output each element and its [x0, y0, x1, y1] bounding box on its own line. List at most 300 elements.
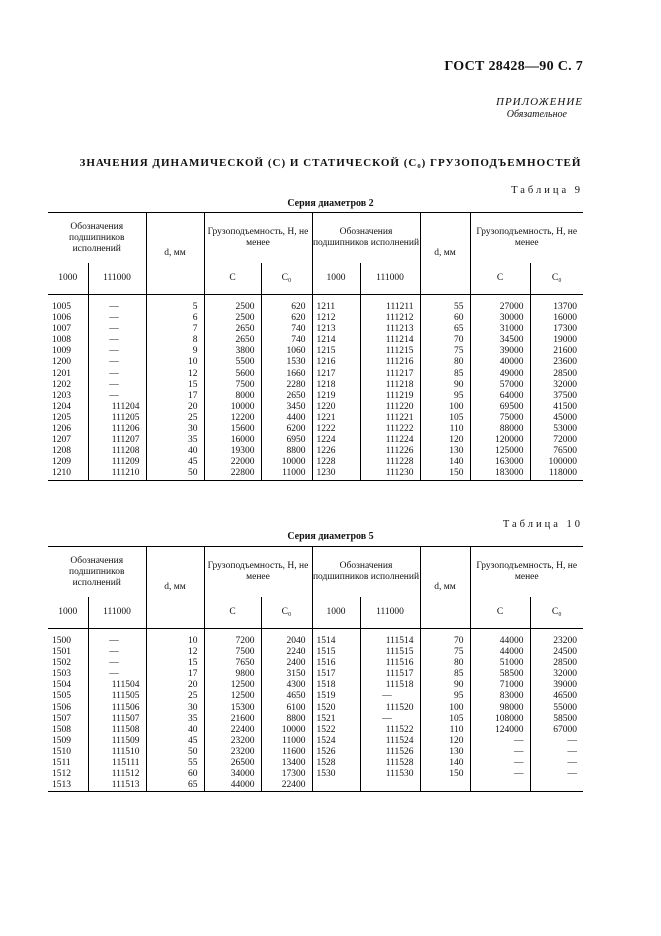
table-cell: 111216 [360, 357, 420, 368]
table-cell: 1219 [312, 391, 360, 402]
table-cell: 12500 [204, 691, 261, 702]
table-row [48, 369, 583, 380]
table-cell: 26500 [204, 758, 261, 769]
header-111000: 111000 [88, 597, 146, 629]
table-cell: 111514 [360, 629, 420, 648]
table-cell: 1506 [48, 703, 88, 714]
table-cell: 6200 [261, 424, 312, 435]
table-cell: 13700 [553, 302, 577, 312]
table-cell: 10 [146, 357, 204, 368]
table-cell: 2500 [204, 295, 261, 314]
table-cell: 1208 [48, 446, 88, 457]
header-d: d, мм [420, 547, 470, 629]
header-111000: 111000 [360, 597, 420, 629]
table-cell: 75000 [470, 413, 530, 424]
table-cell: 1212 [312, 313, 360, 324]
header-d: d, мм [146, 213, 204, 295]
header-designation: Обозначения подшипников исполнений [48, 213, 146, 264]
table-cell: 1221 [312, 413, 360, 424]
header-111000: 111000 [88, 263, 146, 295]
table-cell: 150 [420, 468, 470, 480]
table-cell: 111215 [360, 346, 420, 357]
table-cell: 130 [420, 446, 470, 457]
table-10-series: Серия диаметров 5 [287, 531, 374, 542]
table-cell: 1005 [48, 295, 88, 314]
table-cell: 53000 [553, 424, 577, 435]
table-cell: — [88, 380, 146, 391]
table-cell: 1521 [312, 714, 360, 725]
table-cell: 1515 [312, 647, 360, 658]
table-cell: 1530 [261, 357, 312, 368]
table-cell: 72000 [553, 435, 577, 446]
table-cell: 111211 [360, 295, 420, 314]
table-cell: 5 [146, 295, 204, 314]
table-cell: — [88, 324, 146, 335]
table-cell: 111504 [88, 680, 146, 691]
table-cell: 45 [146, 457, 204, 468]
table-cell: 100000 [548, 457, 577, 468]
table-cell: 16000 [553, 313, 577, 324]
table-row [48, 658, 583, 669]
table-row [48, 457, 583, 468]
table-cell: 8800 [261, 446, 312, 457]
table-row [48, 346, 583, 357]
table-cell: 40 [146, 446, 204, 457]
table-row [48, 736, 583, 747]
table-cell: 1218 [312, 380, 360, 391]
table-cell: 44000 [470, 629, 530, 648]
table-cell: 23200 [204, 747, 261, 758]
table-cell [470, 780, 530, 792]
table-cell: 34500 [470, 335, 530, 346]
table-cell: 111212 [360, 313, 420, 324]
table-cell: 1520 [312, 703, 360, 714]
table-cell: 1511 [48, 758, 88, 769]
table-cell: — [470, 747, 530, 758]
table-cell: 1211 [312, 295, 360, 314]
table-cell: 111210 [88, 468, 146, 480]
table-cell: — [88, 357, 146, 368]
table-cell: 58500 [553, 713, 577, 724]
header-1000: 1000 [312, 597, 360, 629]
table-cell: 1202 [48, 380, 88, 391]
table-cell: 40 [146, 725, 204, 736]
table-cell: 111530 [360, 769, 420, 780]
table-cell: 10000 [204, 402, 261, 413]
table-cell: 30 [146, 703, 204, 714]
header-c0: C₀ [261, 263, 312, 295]
table-cell: 7500 [204, 647, 261, 658]
header-c: C [470, 597, 530, 629]
table-10-label: Таблица 10 [502, 519, 583, 530]
table-cell: 12200 [204, 413, 261, 424]
table-cell: 111224 [360, 435, 420, 446]
table-cell: — [470, 758, 530, 769]
table-row [48, 435, 583, 446]
header-capacity: Грузоподъемность, Н, не менее [204, 547, 312, 598]
table-cell: 35 [146, 714, 204, 725]
table-cell: 51000 [470, 658, 530, 669]
table-cell [420, 780, 470, 792]
table-cell: 23600 [553, 357, 577, 368]
header-c: C [204, 597, 261, 629]
table-cell: 44000 [470, 647, 530, 658]
table-cell: 55 [146, 758, 204, 769]
table-cell: 111219 [360, 391, 420, 402]
table-cell: 2500 [204, 313, 261, 324]
table-9-series: Серия диаметров 2 [287, 198, 374, 209]
table-cell: 150 [420, 769, 470, 780]
table-row [48, 629, 583, 648]
table-cell: — [88, 629, 146, 648]
table-cell: 740 [261, 335, 312, 346]
header-c0: C₀ [261, 597, 312, 629]
table-cell: 1203 [48, 391, 88, 402]
table-cell: — [567, 769, 577, 780]
table-row [48, 357, 583, 368]
table-cell: 8000 [204, 391, 261, 402]
table-cell: 124000 [470, 725, 530, 736]
appendix-note: Обязательное [506, 109, 567, 120]
table-cell: 111220 [360, 402, 420, 413]
table-cell: 80 [420, 658, 470, 669]
table-cell: 76500 [553, 446, 577, 457]
table-cell: 1528 [312, 758, 360, 769]
table-cell: 3450 [261, 402, 312, 413]
header-capacity: Грузоподъемность, Н, не менее [470, 213, 583, 264]
table-cell: 125000 [470, 446, 530, 457]
table-cell: 120000 [470, 435, 530, 446]
table-cell: 10 [146, 629, 204, 648]
table-cell: 1503 [48, 669, 88, 680]
table-cell: 1505 [48, 691, 88, 702]
table-cell: 1530 [312, 769, 360, 780]
table-cell: 1517 [312, 669, 360, 680]
table-row [48, 446, 583, 457]
table-row [48, 669, 583, 680]
table-cell: 11600 [261, 747, 312, 758]
table-cell: 110 [420, 424, 470, 435]
header-capacity: Грузоподъемность, Н, не менее [204, 213, 312, 264]
table-cell: 110 [420, 725, 470, 736]
table-cell: 111228 [360, 457, 420, 468]
table-cell: 80 [420, 357, 470, 368]
table-cell: 111221 [360, 413, 420, 424]
table-cell: 60 [420, 313, 470, 324]
table-cell: 1215 [312, 346, 360, 357]
table-cell: 111512 [88, 769, 146, 780]
header-designation: Обозначения подшипников исполнений [312, 213, 420, 264]
table-cell: 111516 [360, 658, 420, 669]
table-cell: 1500 [48, 629, 88, 648]
table-cell: — [567, 746, 577, 757]
table-cell: — [88, 335, 146, 346]
table-cell: 45000 [553, 412, 577, 423]
table-cell: 111230 [360, 468, 420, 480]
table-cell: 1210 [48, 468, 88, 480]
table-cell: 111206 [88, 424, 146, 435]
main-title: ЗНАЧЕНИЯ ДИНАМИЧЕСКОЙ (C) И СТАТИЧЕСКОЙ (C₀) ГРУЗОПОДЪЕМНОСТЕЙ [79, 157, 582, 169]
table-cell: 1513 [48, 780, 88, 792]
table-cell: 108000 [470, 714, 530, 725]
table-cell: 30000 [470, 313, 530, 324]
table-cell: 1213 [312, 324, 360, 335]
header-c: C [204, 263, 261, 295]
header-capacity: Грузоподъемность, Н, не менее [470, 547, 583, 598]
table-cell: — [470, 736, 530, 747]
table-cell: 111513 [88, 780, 146, 792]
table-cell: 1217 [312, 369, 360, 380]
table-row [48, 335, 583, 346]
table-row [48, 295, 583, 314]
table-cell: 32000 [553, 669, 577, 680]
table-cell: 71000 [470, 680, 530, 691]
table-cell: — [360, 714, 420, 725]
table-cell: 22400 [204, 725, 261, 736]
table-cell: 40000 [470, 357, 530, 368]
table-cell: 1522 [312, 725, 360, 736]
table-cell: 111515 [360, 647, 420, 658]
table-cell: 5500 [204, 357, 261, 368]
table-cell: 13400 [261, 758, 312, 769]
table-cell: 1516 [312, 658, 360, 669]
table-cell: 1216 [312, 357, 360, 368]
table-cell: 31000 [470, 324, 530, 335]
table-cell: 111204 [88, 402, 146, 413]
table-cell: 5600 [204, 369, 261, 380]
table-cell: 111213 [360, 324, 420, 335]
table-cell: 1524 [312, 736, 360, 747]
table-cell: 1007 [48, 324, 88, 335]
table-cell: 85 [420, 369, 470, 380]
table-cell: 30 [146, 424, 204, 435]
table-cell: 2280 [261, 380, 312, 391]
table-cell: 1514 [312, 629, 360, 648]
table-cell: 75 [420, 647, 470, 658]
table-cell [530, 780, 583, 792]
table-cell: 16000 [204, 435, 261, 446]
table-cell: 39000 [470, 346, 530, 357]
table-cell: 11000 [261, 736, 312, 747]
table-cell: 111208 [88, 446, 146, 457]
table-cell: 111510 [88, 747, 146, 758]
header-designation: Обозначения подшипников исполнений [312, 547, 420, 598]
table-cell: 22400 [261, 780, 312, 792]
table-row [48, 725, 583, 736]
table-cell: 17300 [261, 769, 312, 780]
table-row [48, 780, 583, 792]
table-cell: 4650 [261, 691, 312, 702]
header-d: d, мм [146, 547, 204, 629]
table-row [48, 424, 583, 435]
table-cell: 1508 [48, 725, 88, 736]
table-row [48, 413, 583, 424]
table-cell: 1060 [261, 346, 312, 357]
table-cell: 2040 [261, 629, 312, 648]
table-cell: 55 [420, 295, 470, 314]
table-cell: 118000 [530, 468, 583, 480]
table-row [48, 647, 583, 658]
table-cell: 120 [420, 736, 470, 747]
table-9 [48, 212, 583, 481]
table-cell: 140 [420, 457, 470, 468]
table-cell: 183000 [470, 468, 530, 480]
table-cell: 19300 [204, 446, 261, 457]
table-cell: 12 [146, 647, 204, 658]
table-cell: — [567, 758, 577, 769]
table-cell: 1526 [312, 747, 360, 758]
table-cell: 1224 [312, 435, 360, 446]
table-cell: 10000 [261, 457, 312, 468]
table-cell: 1200 [48, 357, 88, 368]
table-cell: 64000 [470, 391, 530, 402]
table-cell: 95 [420, 691, 470, 702]
table-cell: 41500 [553, 401, 577, 412]
table-cell: 111222 [360, 424, 420, 435]
table-cell: 83000 [470, 691, 530, 702]
table-cell: 21600 [553, 346, 577, 357]
table-cell: 1009 [48, 346, 88, 357]
table-cell: 24500 [553, 647, 577, 658]
page-header: ГОСТ 28428—90 С. 7 [444, 59, 583, 74]
table-cell: 17 [146, 391, 204, 402]
table-cell: 25 [146, 413, 204, 424]
table-cell: 7650 [204, 658, 261, 669]
table-cell: 1006 [48, 313, 88, 324]
table-cell: 130 [420, 747, 470, 758]
table-cell: 111509 [88, 736, 146, 747]
table-cell: 111522 [360, 725, 420, 736]
table-row [48, 468, 583, 480]
table-cell: 1507 [48, 714, 88, 725]
header-c0: C₀ [530, 597, 583, 629]
table-cell: 19000 [553, 335, 577, 346]
table-cell: 111520 [360, 703, 420, 714]
table-cell: 50 [146, 747, 204, 758]
table-cell: 57000 [470, 380, 530, 391]
table-cell: 111214 [360, 335, 420, 346]
table-cell: 1207 [48, 435, 88, 446]
table-cell: 23200 [553, 636, 577, 646]
table-cell: 1209 [48, 457, 88, 468]
table-cell: 111528 [360, 758, 420, 769]
table-cell: 28500 [553, 368, 577, 379]
table-cell: 111524 [360, 736, 420, 747]
table-9-label: Таблица 9 [511, 185, 583, 196]
header-designation: Обозначения подшипников исполнений [48, 547, 146, 598]
table-cell: 50 [146, 468, 204, 480]
header-111000: 111000 [360, 263, 420, 295]
table-cell: 67000 [553, 724, 577, 735]
table-cell: 39000 [553, 680, 577, 691]
table-cell: 111217 [360, 369, 420, 380]
table-row [48, 714, 583, 725]
table-cell: — [88, 647, 146, 658]
table-cell: 1502 [48, 658, 88, 669]
table-cell: 27000 [470, 295, 530, 314]
header-1000: 1000 [48, 263, 88, 295]
table-cell: 22000 [204, 457, 261, 468]
header-c: C [470, 263, 530, 295]
table-cell: 15600 [204, 424, 261, 435]
table-cell: 11000 [261, 468, 312, 480]
table-cell: 1204 [48, 402, 88, 413]
table-cell: 17 [146, 669, 204, 680]
table-cell: — [88, 658, 146, 669]
table-cell: 65 [146, 780, 204, 792]
table-cell: 55000 [553, 702, 577, 713]
table-cell: 1510 [48, 747, 88, 758]
table-cell: 12500 [204, 680, 261, 691]
table-cell: 34000 [204, 769, 261, 780]
header-d: d, мм [420, 213, 470, 295]
table-cell: 1008 [48, 335, 88, 346]
table-cell: 1222 [312, 424, 360, 435]
table-row [48, 391, 583, 402]
table-cell: 32000 [553, 379, 577, 390]
table-cell: 2240 [261, 647, 312, 658]
table-cell: 15300 [204, 703, 261, 714]
table-cell: 49000 [470, 369, 530, 380]
table-cell: 7200 [204, 629, 261, 648]
table-cell: 1201 [48, 369, 88, 380]
table-cell: 1518 [312, 680, 360, 691]
table-row [48, 402, 583, 413]
table-cell: 7 [146, 324, 204, 335]
table-row [48, 313, 583, 324]
table-cell: 105 [420, 714, 470, 725]
table-cell: 115111 [88, 758, 146, 769]
table-cell: 20 [146, 402, 204, 413]
table-cell: 46500 [553, 691, 577, 702]
table-cell: 1205 [48, 413, 88, 424]
table-cell: 2650 [261, 391, 312, 402]
table-cell: 163000 [470, 457, 530, 468]
table-cell: 70 [420, 629, 470, 648]
table-cell: 105 [420, 413, 470, 424]
table-cell: 4300 [261, 680, 312, 691]
table-cell: 3800 [204, 346, 261, 357]
table-cell: — [360, 691, 420, 702]
table-cell: 23200 [204, 736, 261, 747]
table-cell: 98000 [470, 703, 530, 714]
table-row [48, 703, 583, 714]
table-cell: 28500 [553, 658, 577, 669]
table-cell: 111505 [88, 691, 146, 702]
table-10 [48, 546, 583, 792]
table-cell: — [88, 295, 146, 314]
table-row [48, 747, 583, 758]
table-cell: 111218 [360, 380, 420, 391]
table-cell [360, 780, 420, 792]
table-cell: 65 [420, 324, 470, 335]
table-cell: 2650 [204, 335, 261, 346]
table-cell: — [88, 669, 146, 680]
table-cell: 111226 [360, 446, 420, 457]
table-cell: 1214 [312, 335, 360, 346]
table-cell: 7500 [204, 380, 261, 391]
table-cell: 2650 [204, 324, 261, 335]
table-row [48, 758, 583, 769]
table-cell: 100 [420, 703, 470, 714]
table-cell: 1206 [48, 424, 88, 435]
table-cell: 6950 [261, 435, 312, 446]
table-cell: 10000 [261, 725, 312, 736]
table-cell: 8 [146, 335, 204, 346]
table-cell: 111506 [88, 703, 146, 714]
table-cell: 44000 [204, 780, 261, 792]
table-cell: 111518 [360, 680, 420, 691]
